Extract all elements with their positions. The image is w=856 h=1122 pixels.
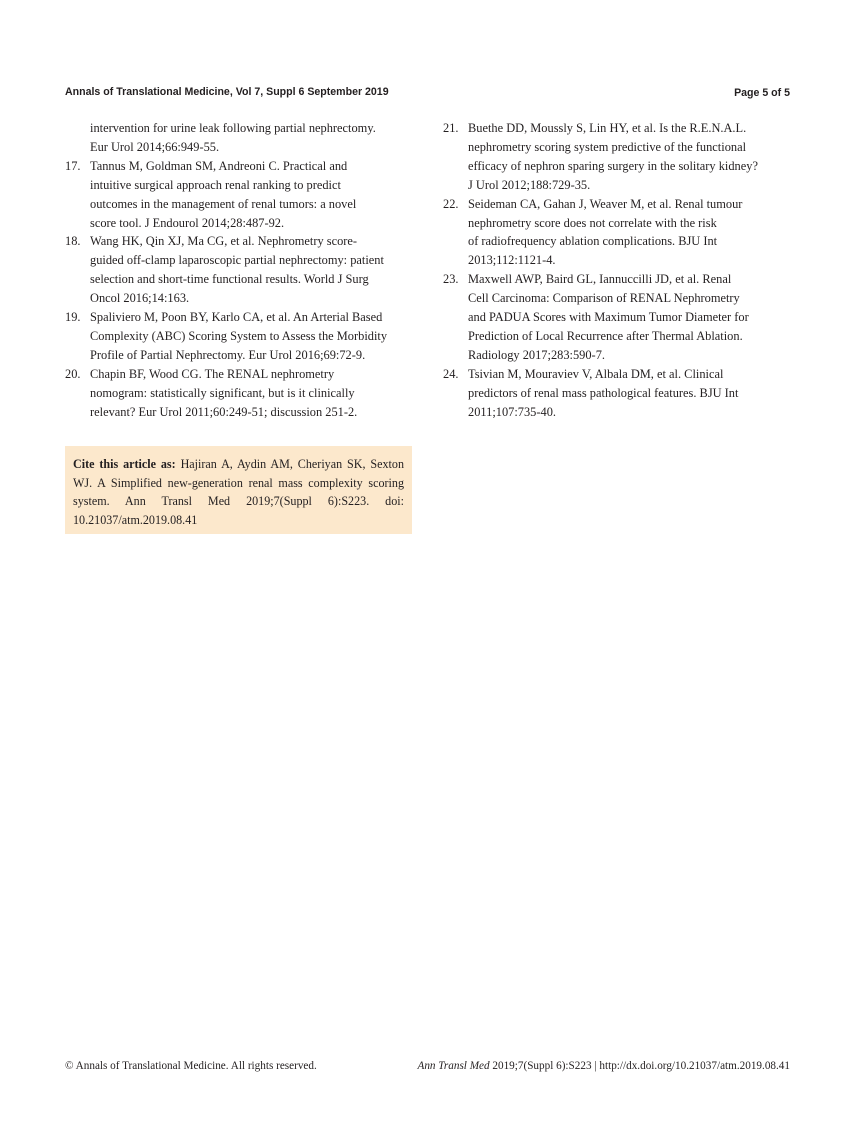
reference-line: Buethe DD, Moussly S, Lin HY, et al. Is the R.E.N.A.L. <box>468 121 747 135</box>
reference-line: Complexity (ABC) Scoring System to Assess the Morbidity <box>90 328 388 343</box>
cite-text: Hajiran A, Aydin AM, Cheriyan SK, Sexton WJ. A Simplified new-generation renal mass complexity scoring system. Ann Transl Med 2019;7(Suppl 6):S223. doi: 10.21037/atm.2019.08.41 <box>73 457 405 527</box>
footer-separator: | <box>591 1060 600 1072</box>
reference-line: nephrometry scoring system predictive of the functional <box>468 139 747 154</box>
reference-number: 17. <box>65 158 81 173</box>
reference-line: efficacy of nephron sparing surgery in the solitary kidney? <box>468 158 758 173</box>
references-left-column <box>65 119 413 422</box>
footer-citation-text: 2019;7(Suppl 6):S223 <box>489 1060 592 1072</box>
reference-number: 21. <box>443 121 459 135</box>
page-number: Page 5 of 5 <box>734 87 790 99</box>
reference-number: 23. <box>443 272 459 287</box>
reference-22 <box>443 195 793 271</box>
reference-line: and PADUA Scores with Maximum Tumor Diameter for <box>468 310 749 325</box>
reference-line: Chapin BF, Wood CG. The RENAL nephrometry <box>90 366 335 381</box>
reference-line: 2013;112:1121-4. <box>468 253 556 268</box>
reference-line: relevant? Eur Urol 2011;60:249-51; discussion 251-2. <box>90 404 358 419</box>
reference-line: guided off-clamp laparoscopic partial nephrectomy: patient <box>90 253 384 268</box>
footer-journal-abbrev: Ann Transl Med <box>417 1060 490 1072</box>
reference-17 <box>65 157 413 233</box>
reference-number: 24. <box>443 366 459 381</box>
reference-line: intuitive surgical approach renal ranking to predict <box>90 177 341 192</box>
reference-20 <box>65 365 413 422</box>
footer-doi-link[interactable]: http://dx.doi.org/10.21037/atm.2019.08.41 <box>599 1060 790 1072</box>
reference-line: Radiology 2017;283:590-7. <box>468 347 605 362</box>
reference-23 <box>443 270 793 365</box>
reference-number: 19. <box>65 310 81 325</box>
reference-line: Spaliviero M, Poon BY, Karlo CA, et al. An Arterial Based <box>90 310 383 325</box>
reference-line: of radiofrequency ablation complications. BJU Int <box>468 234 718 249</box>
reference-line: selection and short-time functional results. World J Surg <box>90 272 369 287</box>
reference-line: Eur Urol 2014;66:949-55. <box>90 139 220 154</box>
reference-line: Maxwell AWP, Baird GL, Iannuccilli JD, et al. Renal <box>468 272 732 287</box>
reference-line: outcomes in the management of renal tumors: a novel <box>90 196 357 211</box>
references-right-column <box>443 119 793 422</box>
cite-lead: Cite this article as: <box>73 457 176 471</box>
reference-line: J Urol 2012;188:729-35. <box>468 177 591 192</box>
reference-line: predictors of renal mass pathological features. BJU Int <box>468 385 739 400</box>
reference-continuation <box>65 119 413 157</box>
reference-line: Profile of Partial Nephrectomy. Eur Urol 2016;69:72-9. <box>90 347 366 362</box>
reference-line: nephrometry score does not correlate with the risk <box>468 215 717 230</box>
reference-18 <box>65 232 413 308</box>
running-header-journal: Annals of Translational Medicine, Vol 7, Suppl 6 September 2019 <box>65 86 389 98</box>
reference-line: Oncol 2016;14:163. <box>90 291 190 306</box>
reference-line: Wang HK, Qin XJ, Ma CG, et al. Nephrometry score- <box>90 234 358 249</box>
reference-19 <box>65 308 413 365</box>
reference-number: 22. <box>443 196 459 211</box>
reference-line: Cell Carcinoma: Comparison of RENAL Nephrometry <box>468 291 740 306</box>
cite-this-article-box <box>65 446 412 534</box>
reference-line: nomogram: statistically significant, but is it clinically <box>90 385 355 400</box>
reference-21 <box>443 119 793 195</box>
reference-line: intervention for urine leak following partial nephrectomy. <box>90 121 376 135</box>
footer-citation <box>417 1060 790 1072</box>
reference-24 <box>443 365 793 422</box>
reference-line: Tannus M, Goldman SM, Andreoni C. Practical and <box>90 158 348 173</box>
reference-number: 18. <box>65 234 81 249</box>
reference-line: Prediction of Local Recurrence after Thermal Ablation. <box>468 328 743 343</box>
reference-line: Seideman CA, Gahan J, Weaver M, et al. Renal tumour <box>468 196 743 211</box>
reference-number: 20. <box>65 366 81 381</box>
reference-line: score tool. J Endourol 2014;28:487-92. <box>90 215 285 230</box>
footer-copyright: © Annals of Translational Medicine. All rights reserved. <box>65 1060 317 1072</box>
reference-line: 2011;107:735-40. <box>468 404 556 419</box>
reference-line: Tsivian M, Mouraviev V, Albala DM, et al. Clinical <box>468 366 724 381</box>
